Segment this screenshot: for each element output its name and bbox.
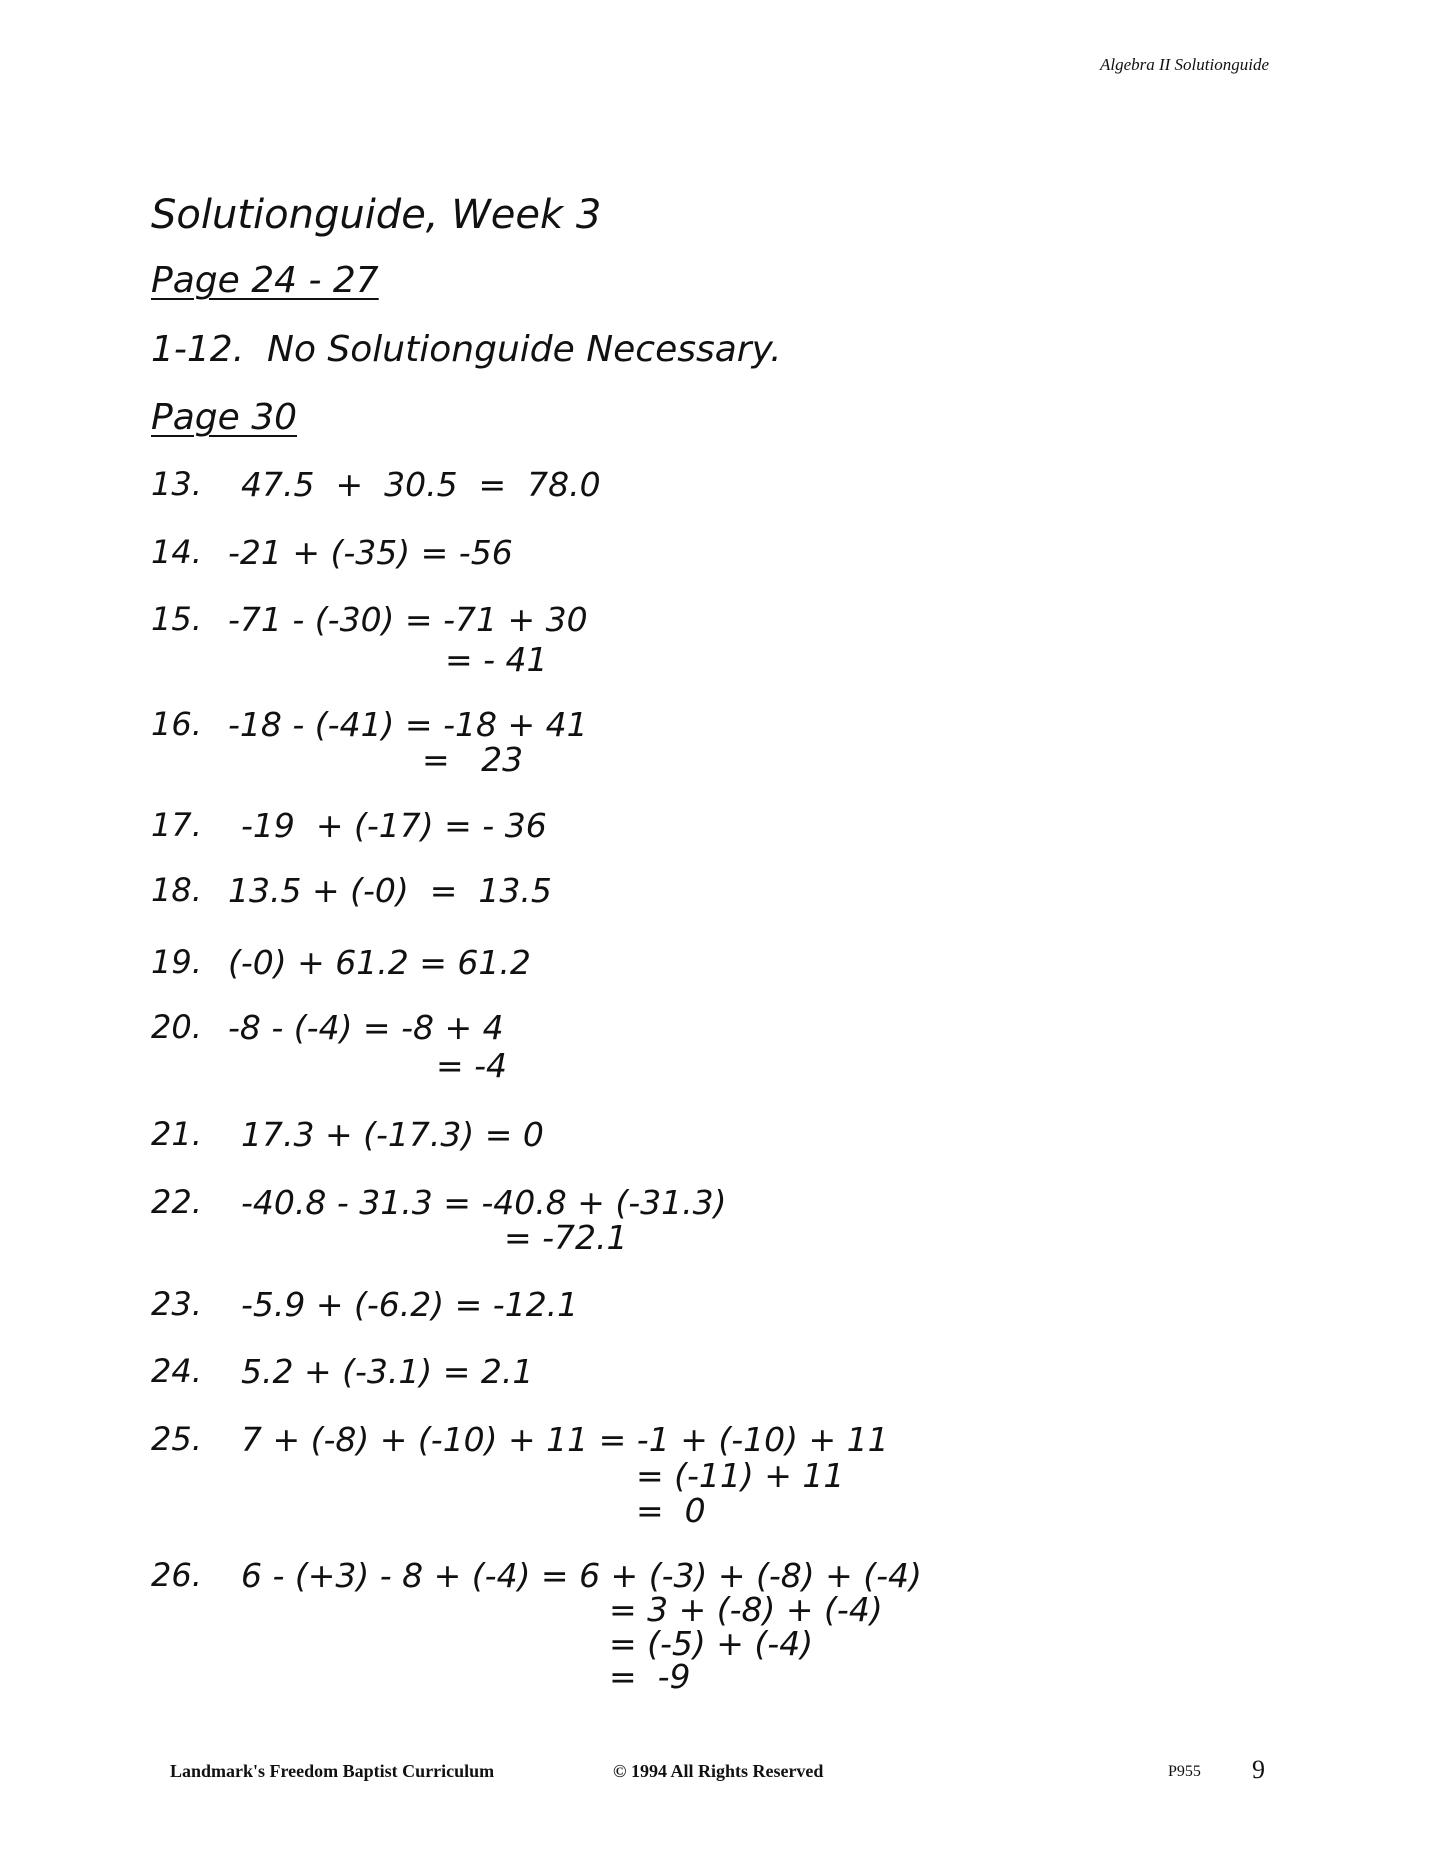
solution-step: = (-5) + (-4): [609, 1624, 814, 1663]
problem-number: 26.: [151, 1556, 202, 1594]
problem-number: 22.: [151, 1183, 202, 1221]
problem-expression: -40.8 - 31.3 = -40.8 + (-31.3): [241, 1183, 727, 1222]
problem-expression: -71 - (-30) = -71 + 30: [228, 600, 588, 639]
page-title: Solutionguide, Week 3: [151, 192, 602, 238]
problem-expression: -5.9 + (-6.2) = -12.1: [241, 1285, 579, 1324]
problem-number: 23.: [151, 1285, 202, 1323]
problem-number: 17.: [151, 806, 202, 844]
problem-expression: -19 + (-17) = - 36: [241, 806, 547, 845]
problem-number: 16.: [151, 705, 202, 743]
problem-number: 24.: [151, 1352, 202, 1390]
solution-step: = 3 + (-8) + (-4): [609, 1590, 883, 1629]
problem-number: 15.: [151, 600, 202, 638]
page-number: 9: [1252, 1755, 1265, 1784]
footer-code: P955: [1168, 1763, 1201, 1780]
problem-expression: -8 - (-4) = -8 + 4: [228, 1008, 504, 1047]
problem-number: 21.: [151, 1115, 202, 1153]
section-heading-page-30: Page 30: [151, 397, 298, 438]
problem-expression: -21 + (-35) = -56: [228, 533, 513, 572]
problem-number: 14.: [151, 533, 202, 571]
problem-number: 20.: [151, 1008, 202, 1046]
solution-step: = (-11) + 11: [636, 1456, 845, 1495]
solution-step: = 23: [422, 740, 524, 779]
section-heading-page-24-27: Page 24 - 27: [151, 260, 379, 301]
solution-step: = -4: [436, 1046, 508, 1085]
note-1-12: 1-12. No Solutionguide Necessary.: [151, 329, 782, 370]
problem-expression: 6 - (+3) - 8 + (-4) = 6 + (-3) + (-8) + (-4): [241, 1556, 922, 1595]
problem-expression: 13.5 + (-0) = 13.5: [228, 871, 552, 910]
solution-step: = -72.1: [504, 1218, 628, 1257]
running-header: Algebra II Solutionguide: [1099, 55, 1269, 74]
footer-publisher: Landmark's Freedom Baptist Curriculum: [170, 1761, 495, 1781]
problem-expression: 47.5 + 30.5 = 78.0: [241, 465, 601, 504]
problem-expression: 5.2 + (-3.1) = 2.1: [241, 1352, 534, 1391]
problem-number: 18.: [151, 871, 202, 909]
problem-expression: (-0) + 61.2 = 61.2: [228, 943, 531, 982]
problem-expression: 17.3 + (-17.3) = 0: [241, 1115, 544, 1154]
solution-step: = 0: [636, 1491, 706, 1530]
problem-number: 19.: [151, 943, 202, 981]
problem-expression: 7 + (-8) + (-10) + 11 = -1 + (-10) + 11: [241, 1420, 889, 1459]
footer-copyright: © 1994 All Rights Reserved: [613, 1761, 824, 1781]
problem-number: 13.: [151, 465, 202, 503]
solution-step: = - 41: [445, 640, 548, 679]
problem-expression: -18 - (-41) = -18 + 41: [228, 705, 588, 744]
solution-step: = -9: [609, 1657, 691, 1696]
problem-number: 25.: [151, 1420, 202, 1458]
